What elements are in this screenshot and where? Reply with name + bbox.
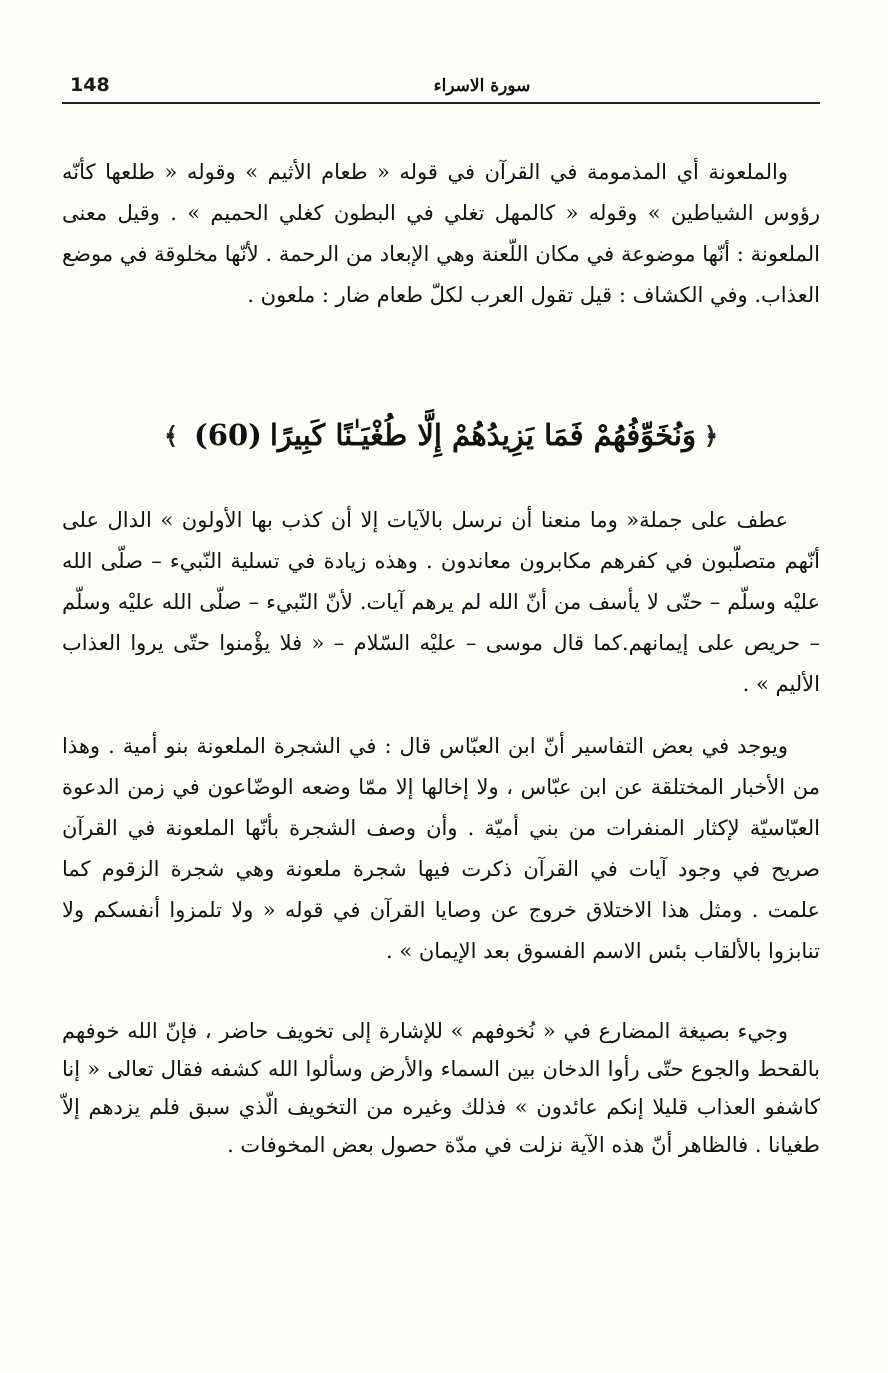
quran-verse — [62, 405, 820, 465]
surah-title: سورة الاسراء — [433, 76, 531, 96]
paragraph: وجيء بصيغة المضارع في « نُخوفهم » للإشارة إلى تخويف حاضر ، فإنّ الله خوفهم بالقحط والجوع حتّى رأوا الدخان بين السماء والأرض وسألوا الله كشفه فقال تعالى « إنا كاشفو العذاب قليلا إنكم عائدون » فذلك وغيره من التخويف الّذي سبق فلم يزدهم إلاّ طغيانا . فالظاهر أنّ هذه الآية نزلت في مدّة حصول بعض المخوفات . — [62, 1019, 820, 1157]
commentary-block-top — [62, 152, 820, 316]
verse-open-ornament: ﴿ — [703, 420, 719, 450]
paragraph: ويوجد في بعض التفاسير أنّ ابن العبّاس قال : في الشجرة الملعونة بنو أمية . وهذا من الأخبار المختلقة عن ابن عبّاس ، ولا إخالها إلا ممّا وضعه الوضّاعون في زمن الدعوة العبّاسيّة لإكثار المنفرات من بني أميّة . وأن وصف الشجرة بأنّها الملعونة في القرآن صريح في وجود آيات في القرآن ذكرت فيها شجرة ملعونة وهي شجرة الزقوم كما علمت . ومثل هذا الاختلاق خروج عن وصايا القرآن في قوله « ولا تلمزوا أنفسكم ولا تنابزوا بالألقاب بئس الاسم الفسوق بعد الإيمان » . — [62, 734, 821, 963]
commentary-block-middle — [62, 500, 820, 705]
paragraph: والملعونة أي المذمومة في القرآن في قوله « طعام الأثيم » وقوله « طلعها كأنّه رؤوس الشياطين » وقوله « كالمهل تغلي في البطون كغلي الحميم » . وقيل معنى الملعونة : أنّها موضوعة في مكان اللّعنة وهي الإبعاد من الرحمة . لأنّها مخلوقة في موضع العذاب. وفي الكشاف : قيل تقول العرب لكلّ طعام ضار : ملعون . — [62, 160, 820, 307]
header-divider — [62, 102, 820, 104]
verse-close-ornament: ﴾ — [163, 420, 179, 450]
paragraph: عطف على جملة« وما منعنا أن نرسل بالآيات إلا أن كذب بها الأولون » الدال على أنّهم متصلّبون في كفرهم مكابرون معاندون . وهذه زيادة في تسلية النّبيء – صلّى الله عليْه وسلّم – حتّى لا يأسف من أنّ الله لم يرهم آيات. لأنّ النّبيء – صلّى الله عليْه وسلّم – حريص على إيمانهم.كما قال موسى – عليْه السّلام – « فلا يؤْمنوا حتّى يروا العذاب الأليم » . — [62, 508, 820, 696]
commentary-block-bottom — [62, 1012, 820, 1164]
commentary-block-lower — [62, 726, 820, 972]
verse-number: (60) — [194, 418, 262, 452]
verse-text: وَنُخَوِّفُهُمْ فَمَا يَزِيدُهُمْ إِلَّا طُغْيَـٰنًا كَبِيرًا — [269, 418, 696, 452]
page-number: 148 — [70, 74, 110, 96]
page-header — [62, 68, 820, 104]
